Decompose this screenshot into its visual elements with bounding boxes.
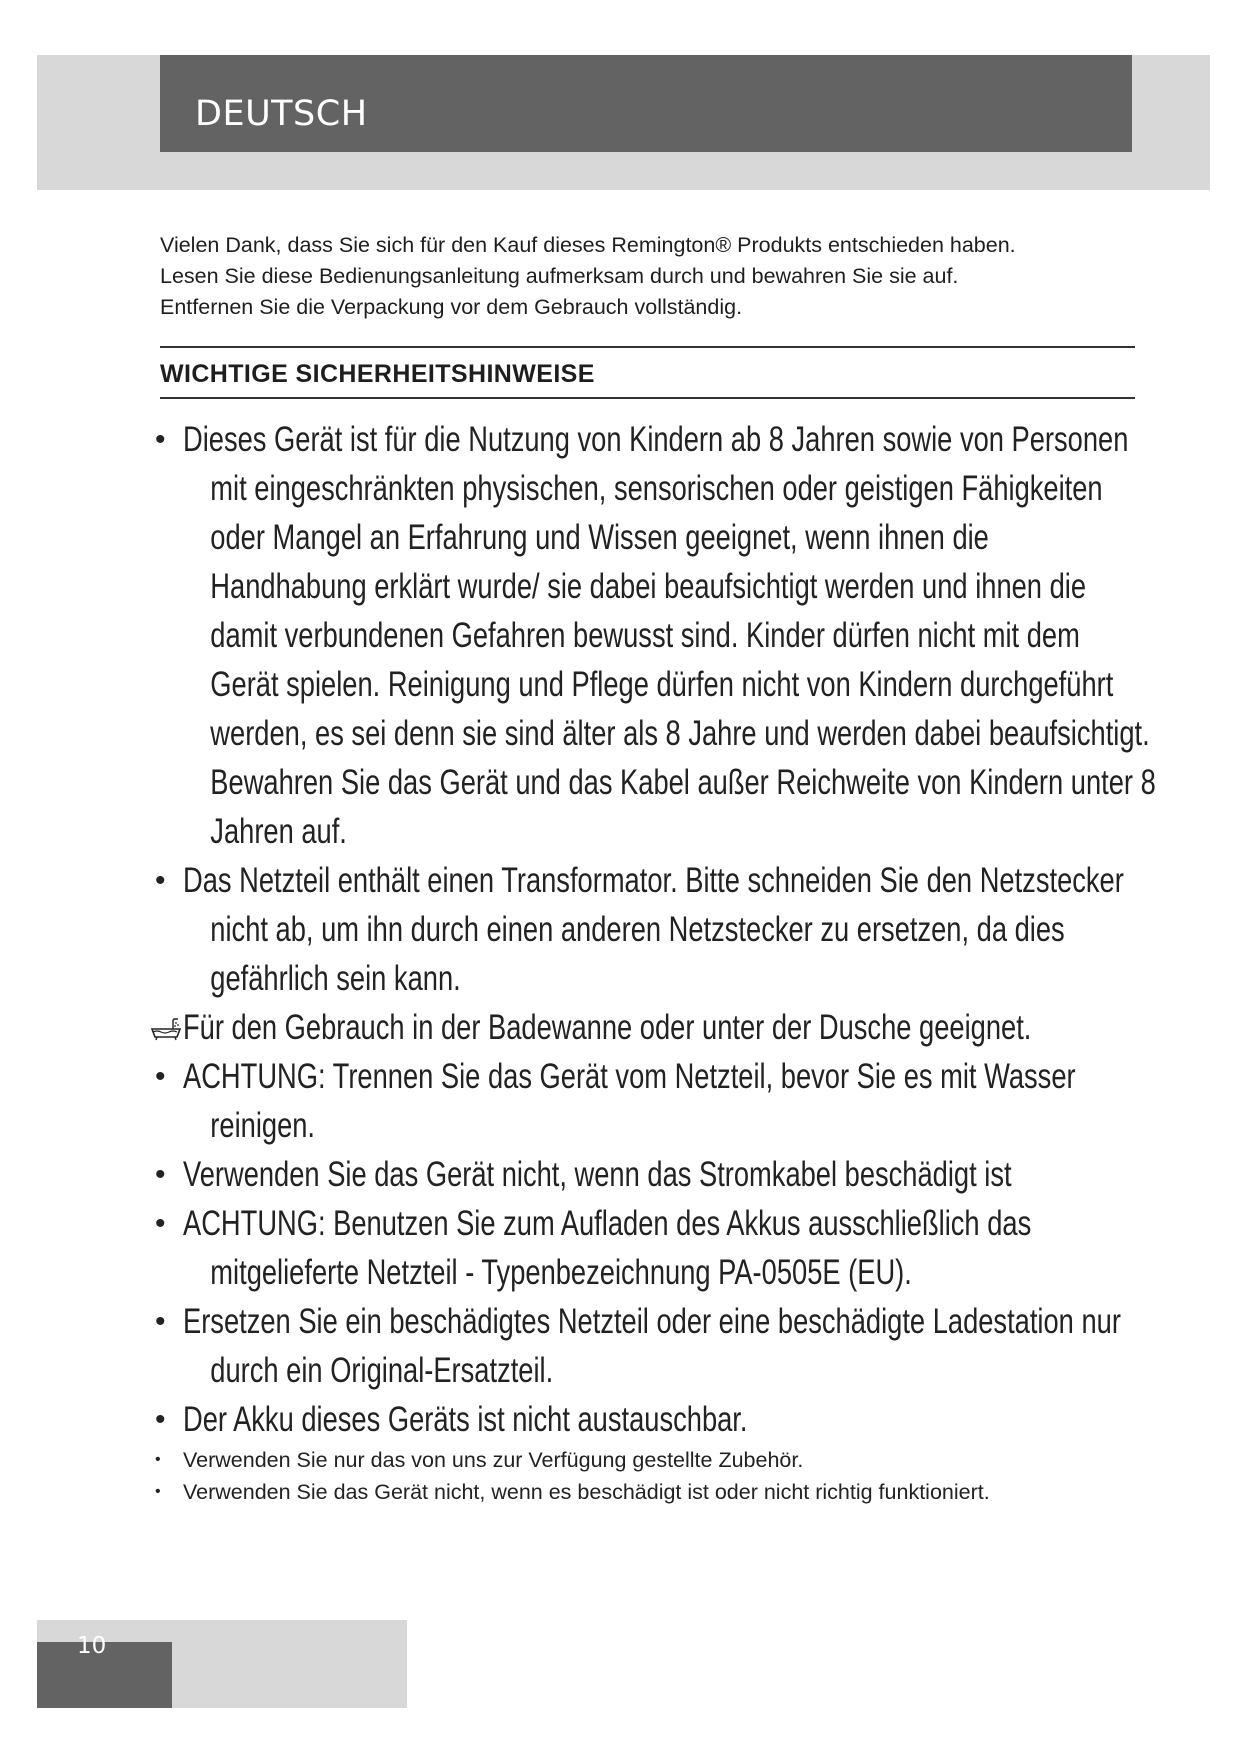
bathtub-icon-graphic (149, 1017, 183, 1043)
page-number: 10 (77, 1633, 107, 1659)
bullet-icon: • (155, 1158, 166, 1191)
list-item (155, 1395, 1145, 1444)
list-item-line: mit eingeschränkten physischen, sensorischen oder geistigen Fähigkeiten (210, 469, 1103, 508)
section-rule-bottom (160, 397, 1135, 399)
list-item (155, 1003, 1145, 1052)
bullet-icon: • (155, 1060, 166, 1093)
intro-paragraph (160, 230, 1140, 323)
list-item-line: Bewahren Sie das Gerät und das Kabel außer Reichweite von Kindern unter 8 (210, 763, 1156, 802)
intro-line: Lesen Sie diese Bedienungsanleitung aufmerksam durch und bewahren Sie sie auf. (160, 264, 959, 288)
safety-list (155, 415, 1156, 1508)
list-item-line: Jahren auf. (210, 812, 347, 851)
intro-line: Vielen Dank, dass Sie sich für den Kauf dieses Remington® Produkts entschieden haben. (160, 233, 1016, 257)
list-item (155, 1297, 1145, 1395)
list-item-line: werden, es sei denn sie sind älter als 8 Jahre und werden dabei beaufsichtigt. (210, 714, 1150, 753)
list-item-line: oder Mangel an Erfahrung und Wissen geeignet, wenn ihnen die (210, 518, 989, 557)
intro-line: Entfernen Sie die Verpackung vor dem Gebrauch vollständig. (160, 295, 743, 319)
list-item-line: Der Akku dieses Geräts ist nicht austauschbar. (183, 1400, 748, 1439)
list-item-line: Verwenden Sie das Gerät nicht, wenn das Stromkabel beschädigt ist (183, 1155, 1012, 1194)
list-item-line: gefährlich sein kann. (210, 959, 461, 998)
list-item (155, 856, 1145, 1003)
bullet-icon: • (155, 1207, 166, 1240)
bullet-icon: • (155, 1305, 166, 1338)
list-item-line: Für den Gebrauch in der Badewanne oder unter der Dusche geeignet. (183, 1008, 1032, 1047)
language-title: DEUTSCH (195, 94, 368, 134)
list-item-line: reinigen. (210, 1106, 316, 1145)
list-item-line: durch ein Original-Ersatzteil. (210, 1351, 554, 1390)
list-item (155, 1052, 1145, 1150)
bullet-icon: • (155, 1483, 161, 1500)
section-heading: WICHTIGE SICHERHEITSHINWEISE (160, 360, 595, 388)
section-rule-top (160, 346, 1135, 348)
list-item-line: Gerät spielen. Reinigung und Pflege dürfen nicht von Kindern durchgeführt (210, 665, 1114, 704)
list-item (155, 1150, 1145, 1199)
list-item (155, 1444, 1145, 1476)
list-item-line: Das Netzteil enthält einen Transformator. Bitte schneiden Sie den Netzstecker (183, 861, 1124, 900)
list-item-line: nicht ab, um ihn durch einen anderen Netzstecker zu ersetzen, da dies (210, 910, 1065, 949)
list-item-line: Dieses Gerät ist für die Nutzung von Kindern ab 8 Jahren sowie von Personen (183, 420, 1129, 459)
list-item-line: ACHTUNG: Trennen Sie das Gerät vom Netzteil, bevor Sie es mit Wasser (183, 1057, 1076, 1096)
list-item-line: mitgelieferte Netzteil - Typenbezeichnung PA-0505E (EU). (210, 1253, 912, 1292)
list-item-line: damit verbundenen Gefahren bewusst sind. Kinder dürfen nicht mit dem (210, 616, 1080, 655)
list-item-line: Ersetzen Sie ein beschädigtes Netzteil oder eine beschädigte Ladestation nur (183, 1302, 1121, 1341)
bullet-icon: • (155, 864, 166, 897)
bullet-icon: • (155, 423, 166, 456)
list-item-line: ACHTUNG: Benutzen Sie zum Aufladen des Akkus ausschließlich das (183, 1204, 1032, 1243)
list-item (155, 1199, 1145, 1297)
list-item (155, 415, 1156, 856)
list-item (155, 1476, 1145, 1508)
list-item-line: Verwenden Sie das Gerät nicht, wenn es beschädigt ist oder nicht richtig funktioniert. (183, 1480, 990, 1504)
list-item-line: Verwenden Sie nur das von uns zur Verfügung gestellte Zubehör. (183, 1448, 804, 1472)
list-item-line: Handhabung erklärt wurde/ sie dabei beaufsichtigt werden und ihnen die (210, 567, 1087, 606)
bullet-icon: • (155, 1451, 161, 1468)
bullet-icon: • (155, 1403, 166, 1436)
